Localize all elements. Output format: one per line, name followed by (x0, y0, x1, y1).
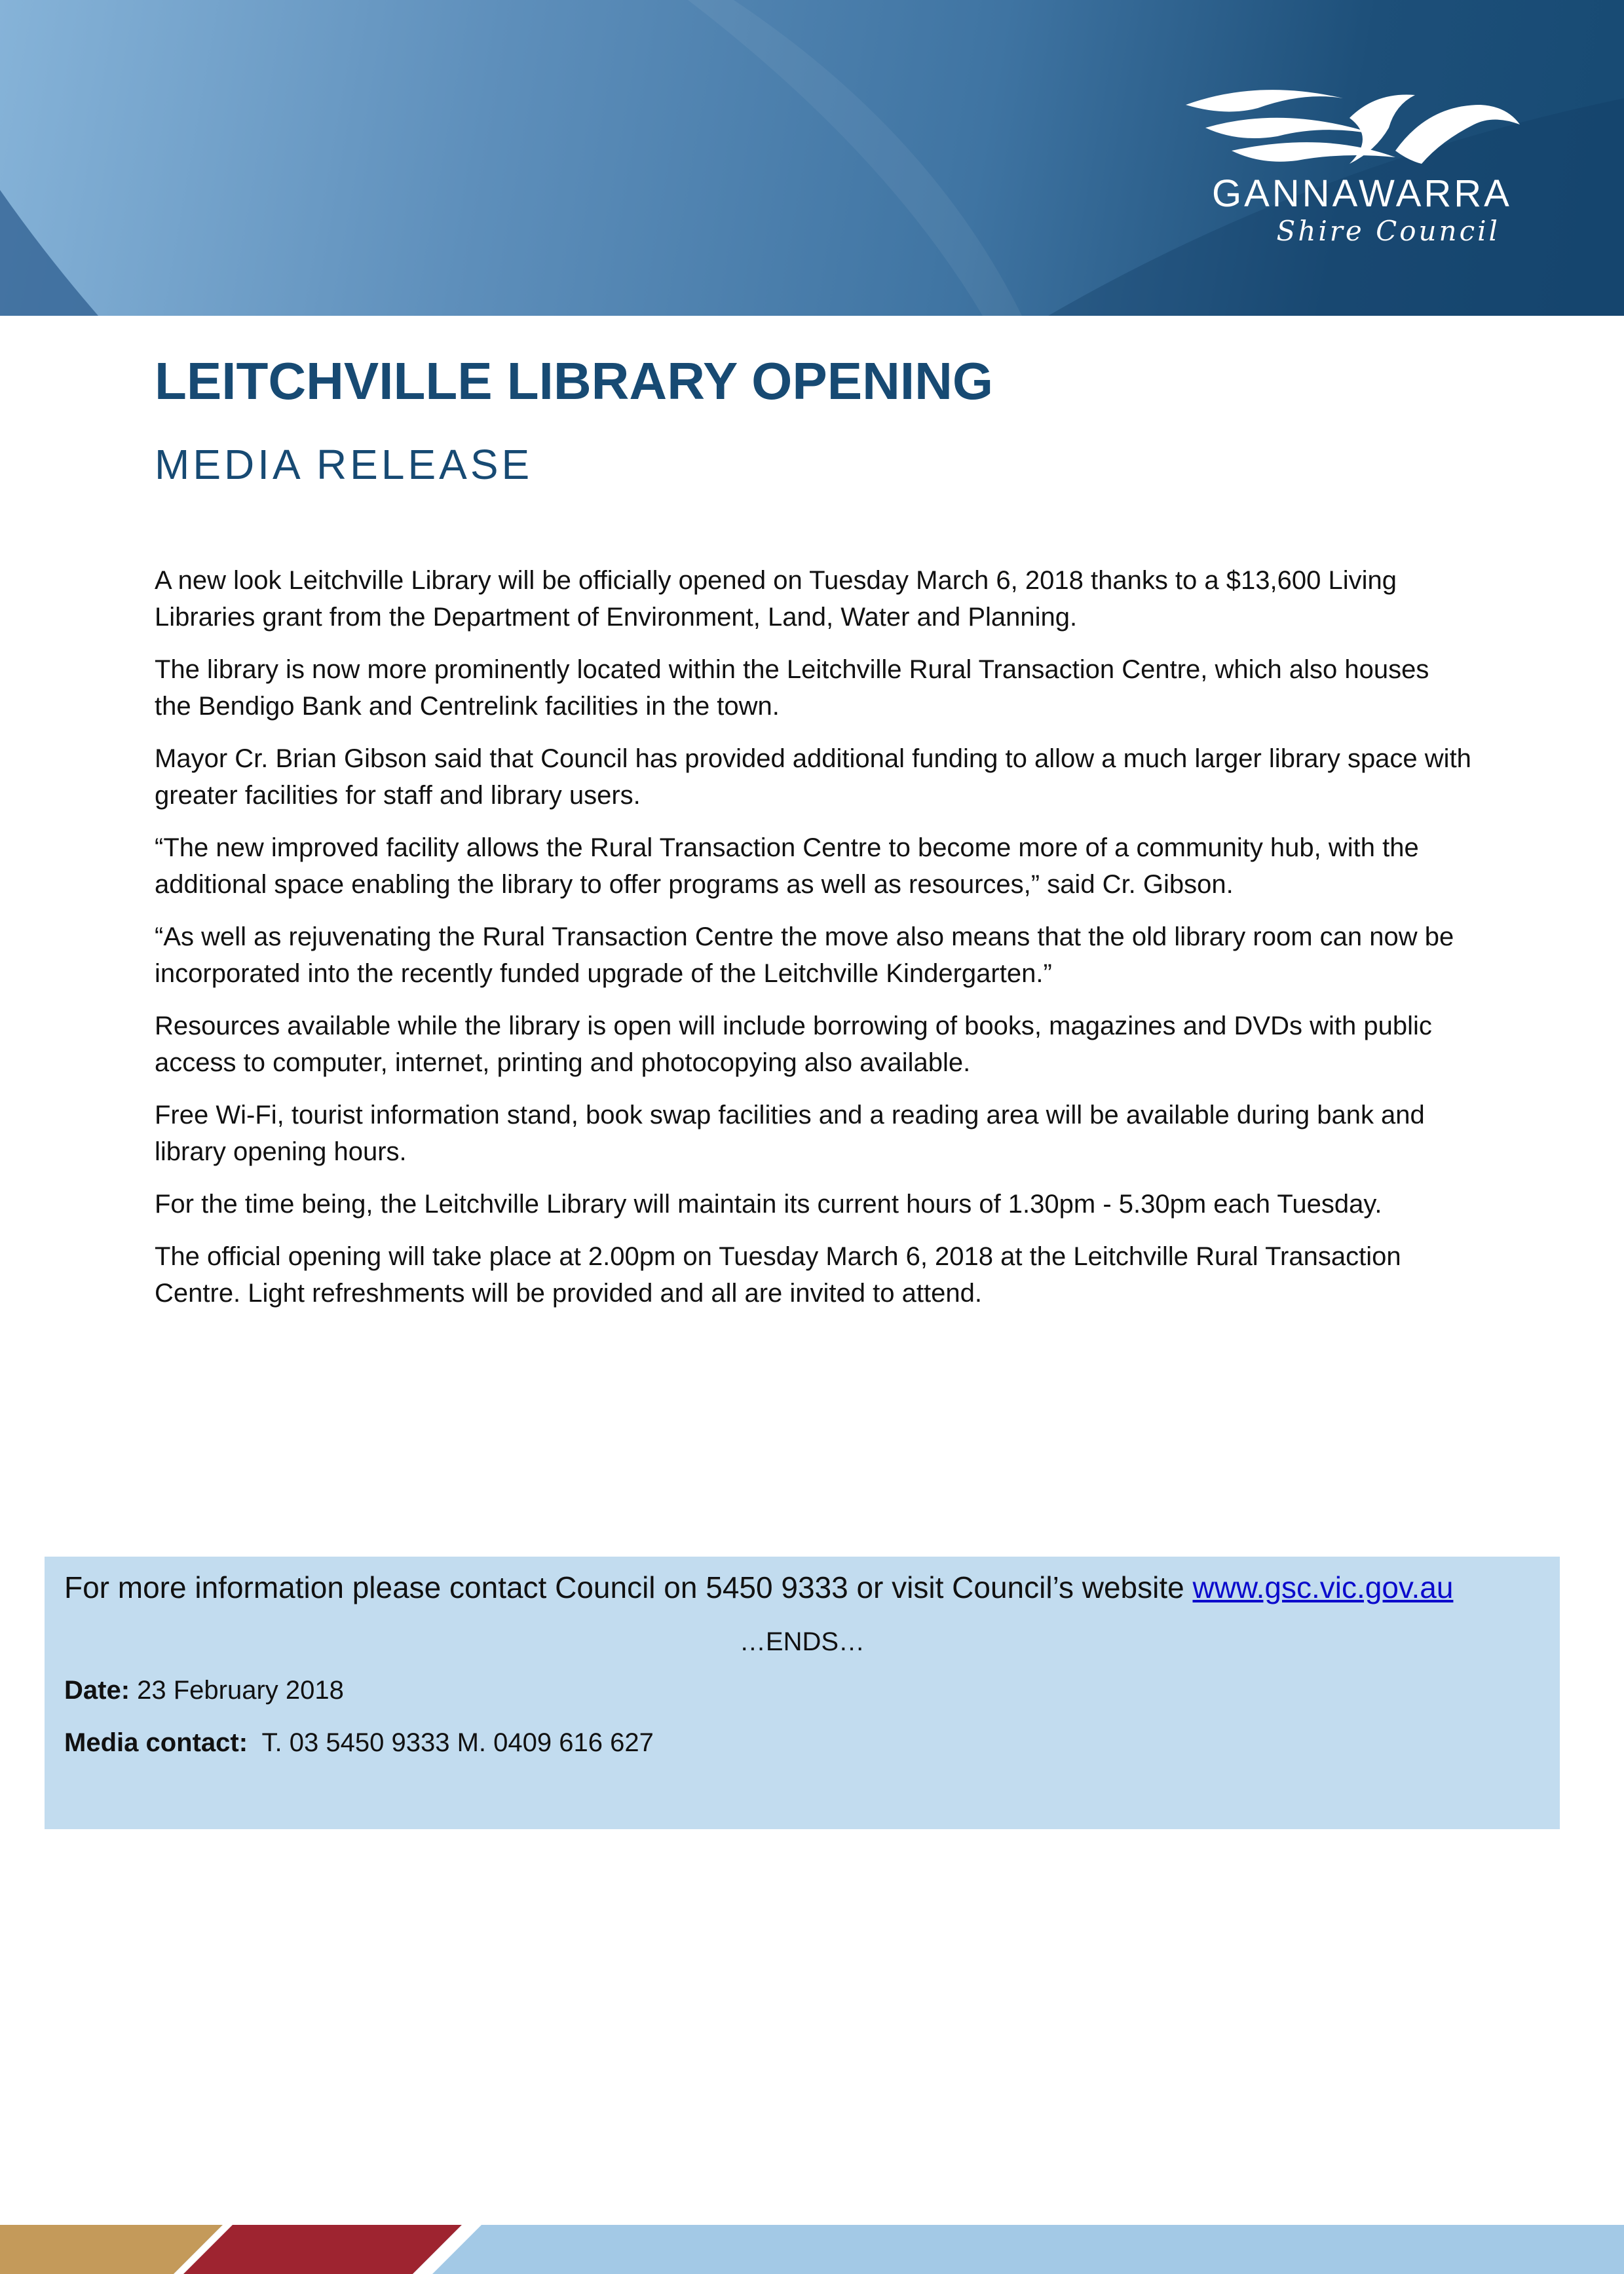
body-paragraph: The library is now more prominently located within the Leitchville Rural Transaction Centre, which also houses the Bendigo Bank and Centrelink facilities in the town. (155, 655, 1429, 721)
date-label: Date: (64, 1676, 130, 1705)
media-contact-label: Media contact: (64, 1728, 248, 1757)
document-subtitle: MEDIA RELEASE (155, 441, 533, 488)
body-paragraph: Free Wi-Fi, tourist information stand, book swap facilities and a reading area will be available during bank and library opening hours. (155, 1101, 1425, 1166)
body-paragraph: Resources available while the library is open will include borrowing of books, magazines and DVDs with public access to computer, internet, printing and photocopying also available. (155, 1012, 1432, 1077)
body-paragraph: “As well as rejuvenating the Rural Transaction Centre the move also means that the old library room can now be incorporated into the recently funded upgrade of the Leitchville Kindergarten.” (155, 922, 1454, 988)
media-contact-value: T. 03 5450 9333 M. 0409 616 627 (248, 1728, 654, 1757)
date-line (64, 1676, 344, 1705)
date-value: 23 February 2018 (130, 1676, 344, 1705)
body-paragraph: For the time being, the Leitchville Library will maintain its current hours of 1.30pm - 5.30pm each Tuesday. (155, 1190, 1382, 1219)
footer-color-bands (0, 2225, 1624, 2274)
website-link[interactable]: www.gsc.vic.gov.au (1192, 1570, 1454, 1604)
media-release-body (155, 562, 1471, 1327)
logo-subtitle: Shire Council (1276, 215, 1500, 247)
body-paragraph: “The new improved facility allows the Rural Transaction Centre to become more of a community hub, with the additional space enabling the library to offer programs as well as resources,” said Cr. Gibson. (155, 833, 1419, 899)
header-banner (0, 0, 1624, 316)
logo-name: GANNAWARRA (1212, 172, 1512, 215)
contact-info-text: For more information please contact Council on 5450 9333 or visit Council’s website (64, 1570, 1193, 1604)
contact-info-line (64, 1570, 1453, 1605)
ends-marker: …ENDS… (739, 1627, 865, 1656)
document-title: LEITCHVILLE LIBRARY OPENING (155, 352, 994, 410)
body-paragraph: A new look Leitchville Library will be officially opened on Tuesday March 6, 2018 thanks to a $13,600 Living Libraries grant from the Department of Environment, Land, Water and Planning. (155, 566, 1397, 632)
media-contact-line (64, 1728, 654, 1758)
body-paragraph: The official opening will take place at 2.00pm on Tuesday March 6, 2018 at the Leitchville Rural Transaction Centre. Light refreshments will be provided and all are invited to attend. (155, 1242, 1401, 1308)
body-paragraph: Mayor Cr. Brian Gibson said that Council has provided additional funding to allow a much larger library space with greater facilities for staff and library users. (155, 744, 1471, 810)
contact-info-box (45, 1557, 1560, 1829)
